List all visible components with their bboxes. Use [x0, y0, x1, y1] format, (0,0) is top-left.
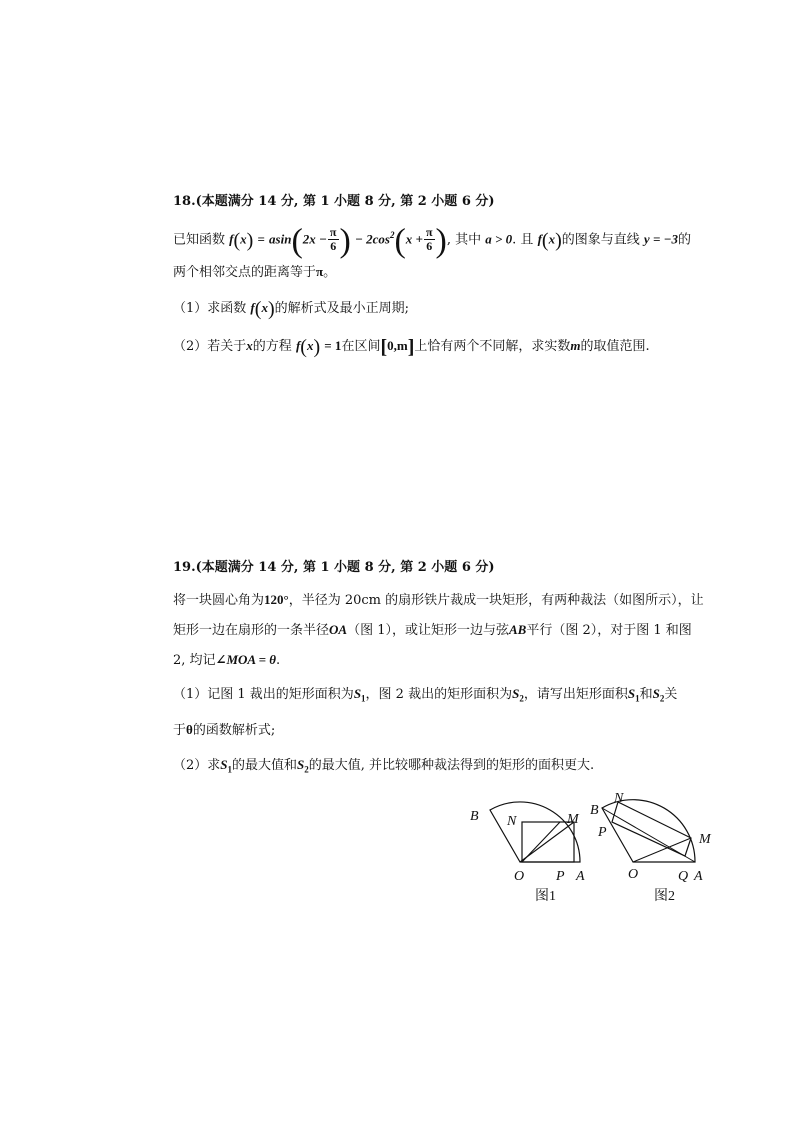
q19-statement-line2: 矩形一边在扇形的一条半径OA（图 1），或让矩形一边与弦AB平行（图 2），对于图 1 和图 [173, 622, 692, 638]
sector-outline [490, 802, 580, 862]
label-o: O [628, 867, 639, 882]
q19-header: 19.(本题满分 14 分, 第 1 小题 8 分, 第 2 小题 6 分) [173, 560, 495, 575]
q18-part2: （2）若关于x的方程 f(x) = 1在区间[0,m]上恰有两个不同解，求实数m的取值范围. [173, 336, 650, 358]
q18-part1: （1）求函数 f(x)的解析式及最小正周期; [173, 298, 409, 320]
label-a: A [694, 869, 703, 884]
label-m: M [567, 812, 579, 827]
label-p: P [598, 825, 607, 840]
label-q: Q [678, 869, 689, 884]
pi-over-6-fraction: $\frac{\pi}{6}$ [425, 225, 433, 254]
label-b: B [470, 809, 479, 824]
diagonal [522, 822, 560, 862]
q19-statement-line1: 将一块圆心角为120°，半径为 20cm 的扇形铁片裁成一块矩形，有两种裁法（如图所示），让 [173, 592, 704, 608]
q19-part1: （1）记图 1 裁出的矩形面积为$S_1$，图 2 裁出的矩形面积为$S_2$，请写出矩形面积$S_1$和$S_2$关 [173, 686, 678, 704]
label-p: P [556, 869, 565, 884]
label-n: N [507, 814, 517, 829]
figure-2-sector-diagram [588, 788, 728, 910]
label-b: B [590, 803, 599, 818]
q18-statement-line2: 两个相邻交点的距离等于π。 [173, 264, 337, 280]
segment-om [633, 838, 691, 862]
q19-part2: （2）求$S_1$的最大值和$S_2$的最大值, 并比较哪种裁法得到的矩形的面积更大. [173, 757, 595, 775]
pi-over-6-fraction: $\frac{\pi}{6}$ [329, 225, 337, 254]
label-m: M [699, 832, 711, 847]
figure-1-sector-diagram [460, 790, 600, 910]
figure-1-caption: 图1 [535, 889, 556, 904]
label-n: N [614, 791, 624, 806]
q19-statement-line3: 2, 均记∠MOA = θ. [173, 652, 281, 668]
inscribed-rectangle [612, 802, 691, 856]
figure-2-caption: 图2 [654, 889, 675, 904]
label-a: A [576, 869, 585, 884]
label-o: O [514, 869, 525, 884]
q18-statement-line1: 已知函数 f(x) = asin(2x − $\frac{\pi}{6}$ ) − $2\cos^2(x$ + $\frac{\pi}{6}$ ), 其中 a > 0. 且 f(x)的图象与直线 y = −3的 [173, 222, 691, 260]
q19-part1-line2: 于θ的函数解析式; [173, 722, 276, 738]
q18-header: 18.(本题满分 14 分, 第 1 小题 8 分, 第 2 小题 6 分) [173, 194, 495, 209]
